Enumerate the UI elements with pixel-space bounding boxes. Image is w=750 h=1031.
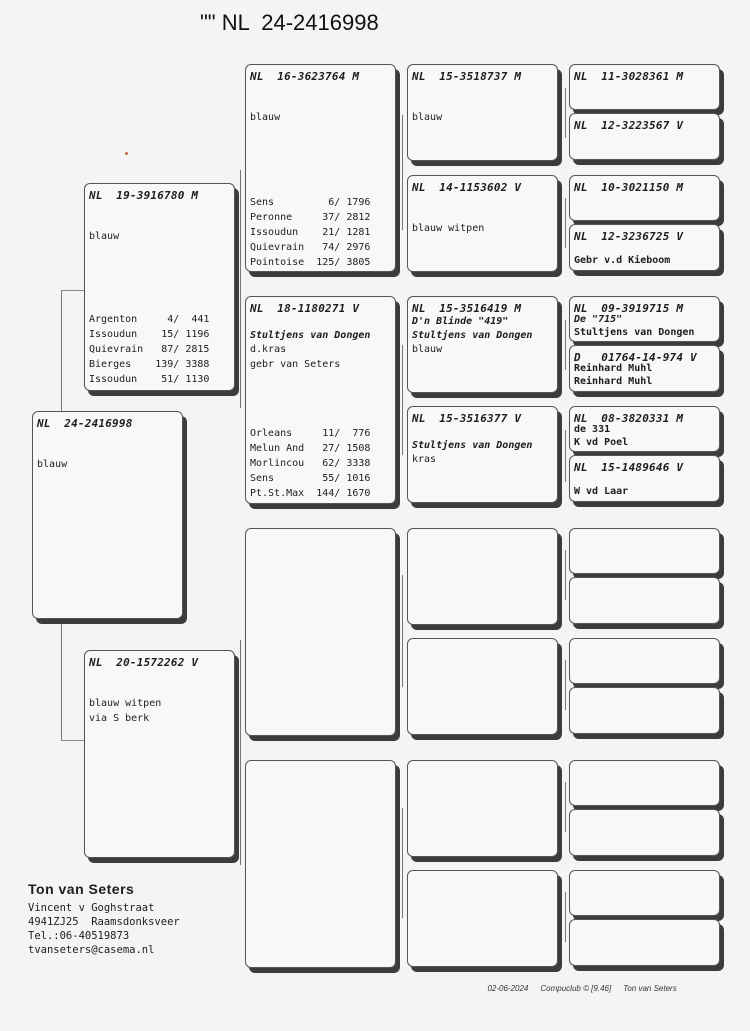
connector-line — [565, 782, 566, 832]
sire-sire-result: Pointoise 125/ 3805 — [250, 257, 371, 268]
connector-line — [565, 660, 566, 710]
sdd-card — [407, 406, 558, 503]
dam-dam-card — [245, 760, 396, 968]
ssd-ring: NL 14-1153602 V — [412, 181, 522, 194]
sds-ring: NL 15-3516419 M — [412, 302, 522, 315]
ssss-card — [569, 64, 720, 110]
ssds-ring: NL 10-3021150 M — [574, 181, 684, 194]
sdsd-breeder: Reinhard Muhl — [574, 363, 653, 374]
connector-line — [240, 170, 241, 408]
owner-email: tvanseters@casema.nl — [28, 944, 155, 956]
sdd-ring: NL 15-3516377 V — [412, 412, 522, 425]
sire-card — [84, 183, 235, 391]
sdss-ring: NL 09-3919715 M — [574, 302, 684, 315]
ssdd-card — [569, 224, 720, 271]
footer — [483, 975, 689, 993]
sire-dam-line: d.kras — [250, 344, 287, 355]
subject-card — [32, 411, 183, 619]
sds-card — [407, 296, 558, 393]
empty-card — [569, 687, 720, 734]
sdss-name: De "715" — [574, 314, 623, 325]
empty-card — [569, 870, 720, 916]
sds-breeder: Stultjens van Dongen — [412, 330, 533, 341]
connector-line — [402, 575, 403, 687]
sire-sire-ring: NL 16-3623764 M — [250, 70, 360, 83]
sire-dam-ring: NL 18-1180271 V — [250, 302, 360, 315]
sire-dam-result: Melun And 27/ 1508 — [250, 443, 371, 454]
connector-line — [61, 290, 84, 291]
sire-sire-result: Sens 6/ 1796 — [250, 197, 371, 208]
connector-line — [240, 640, 241, 865]
connector-line — [61, 740, 84, 741]
connector-line — [565, 892, 566, 942]
sire-sire-result: Issoudun 21/ 1281 — [250, 227, 371, 238]
dam-ring: NL 20-1572262 V — [89, 656, 199, 669]
subject-color: blauw — [37, 459, 68, 470]
empty-card — [569, 760, 720, 806]
sire-sire-result: Quievrain 74/ 2976 — [250, 242, 371, 253]
sdsd-ring: D 01764-14-974 V — [574, 351, 697, 364]
sire-dam-result: Sens 55/ 1016 — [250, 473, 371, 484]
ssss-ring: NL 11-3028361 M — [574, 70, 684, 83]
page-title: "" NL 24-2416998 — [200, 10, 379, 35]
ssdd-breeder: Gebr v.d Kieboom — [574, 255, 671, 266]
owner-tel: Tel.:06-40519873 — [28, 930, 130, 942]
sire-dam-breeder: Stultjens van Dongen — [250, 330, 371, 341]
sssd-card — [569, 113, 720, 160]
empty-card — [569, 638, 720, 684]
connector-line — [565, 198, 566, 248]
paper-speck — [125, 152, 128, 155]
connector-line — [565, 550, 566, 600]
sss-ring: NL 15-3518737 M — [412, 70, 522, 83]
footer-date: 02-06-2024 — [487, 984, 529, 993]
sss-card — [407, 64, 558, 161]
sire-result: Issoudun 15/ 1196 — [89, 329, 210, 340]
connector-line — [565, 320, 566, 370]
footer-software: Compuclub © [9.46] — [540, 984, 612, 993]
owner-city: 4941ZJ25 Raamsdonksveer — [28, 916, 180, 928]
ssd-card — [407, 175, 558, 272]
empty-card — [569, 577, 720, 624]
dam-line: blauw witpen — [89, 698, 162, 709]
sire-dam-result: Orleans 11/ 776 — [250, 428, 371, 439]
dam-card — [84, 650, 235, 858]
sire-result: Issoudun 51/ 1130 — [89, 374, 210, 385]
sire-dam-card — [245, 296, 396, 504]
subject-ring: NL 24-2416998 — [37, 417, 133, 430]
sdds-card — [569, 406, 720, 452]
ssdd-ring: NL 12-3236725 V — [574, 230, 684, 243]
sddd-breeder: W vd Laar — [574, 486, 629, 497]
sdsd-breeder: Reinhard Muhl — [574, 376, 653, 387]
sdds-name: de 331 — [574, 424, 611, 435]
sire-dam-result: Pt.St.Max 144/ 1670 — [250, 488, 371, 499]
sdd-breeder: Stultjens van Dongen — [412, 440, 533, 451]
connector-line — [565, 430, 566, 482]
dam-sire-card — [245, 528, 396, 736]
sdss-card — [569, 296, 720, 342]
connector-line — [402, 808, 403, 918]
empty-card — [569, 919, 720, 966]
sire-sire-card — [245, 64, 396, 272]
sire-sire-result: Peronne 37/ 2812 — [250, 212, 371, 223]
sire-result: Bierges 139/ 3388 — [89, 359, 210, 370]
sire-ring: NL 19-3916780 M — [89, 189, 199, 202]
dds-card — [407, 760, 558, 857]
owner-name: Ton van Seters — [28, 881, 135, 897]
connector-line — [402, 115, 403, 230]
connector-line — [402, 345, 403, 455]
sdd-color: kras — [412, 454, 437, 465]
owner-block — [28, 881, 180, 957]
sire-result: Quievrain 87/ 2815 — [89, 344, 210, 355]
sire-sire-color: blauw — [250, 112, 281, 123]
sdds-ring: NL 08-3820331 M — [574, 412, 684, 425]
sdsd-card — [569, 345, 720, 392]
dsd-card — [407, 638, 558, 735]
sdss-breeder: Stultjens van Dongen — [574, 327, 695, 338]
sire-dam-result: Morlincou 62/ 3338 — [250, 458, 371, 469]
dam-line: via S berk — [89, 713, 150, 724]
sds-color: blauw — [412, 344, 443, 355]
sdds-breeder: K vd Poel — [574, 437, 629, 448]
footer-owner: Ton van Seters — [623, 984, 677, 993]
dss-card — [407, 528, 558, 625]
sssd-ring: NL 12-3223567 V — [574, 119, 684, 132]
sds-name: D'n Blinde "419" — [412, 316, 509, 327]
empty-card — [569, 809, 720, 856]
sss-color: blauw — [412, 112, 443, 123]
sire-color: blauw — [89, 231, 120, 242]
empty-card — [569, 528, 720, 574]
sddd-card — [569, 455, 720, 502]
sire-result: Argenton 4/ 441 — [89, 314, 210, 325]
ddd-card — [407, 870, 558, 967]
ssds-card — [569, 175, 720, 221]
sire-dam-line: gebr van Seters — [250, 359, 341, 370]
sddd-ring: NL 15-1489646 V — [574, 461, 684, 474]
connector-line — [565, 88, 566, 138]
ssd-color: blauw witpen — [412, 223, 485, 234]
owner-street: Vincent v Goghstraat — [28, 902, 155, 914]
